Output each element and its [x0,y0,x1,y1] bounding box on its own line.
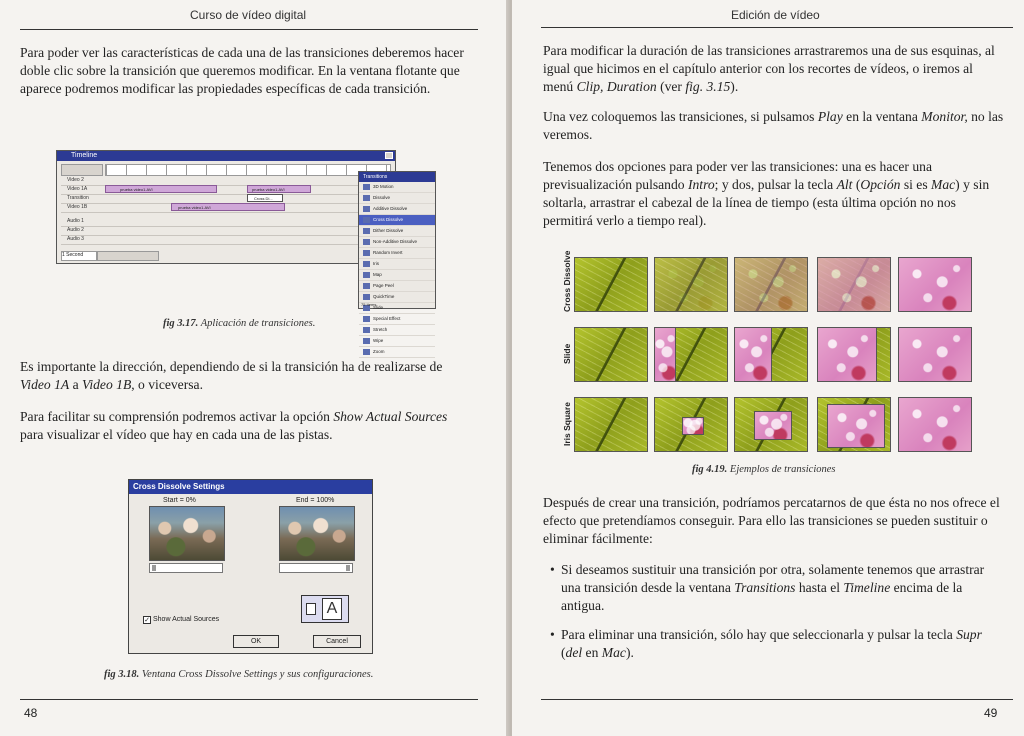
header-rule-right [541,27,1013,28]
page-number-left: 48 [24,706,38,720]
panel-footer: 75 Items [361,302,377,307]
transition-list-item[interactable]: Dither Dissolve [359,226,435,237]
transition-list-item[interactable]: Additive Dissolve [359,204,435,215]
caption-fig-3-17: fig 3.17. Aplicación de transiciones. [163,318,316,329]
timeline-zoom-controls[interactable] [97,251,159,261]
folder-icon [363,184,370,190]
ok-button[interactable]: OK [233,635,279,648]
paragraph-3-right: Tenemos dos opciones para poder ver las transiciones: una es hacer una previsualización pulsando Intro; y dos, pulsar la tecla Alt (Opción si es Mac) y sin soltarla, arrastrar el cabezal de la línea de tiempo (esta última opción no nos permitirá verlo a tiempo real). [543,159,990,228]
direction-toggle[interactable] [301,595,349,623]
folder-icon [363,217,370,223]
timecode-select[interactable]: 1 Second [61,251,97,261]
dialog-title: Cross Dissolve Settings [129,480,372,494]
folder-icon [363,294,370,300]
transition-list-item[interactable]: Cross Dissolve [359,215,435,226]
folder-icon [363,327,370,333]
time-ruler[interactable] [105,164,391,176]
transition-list-item[interactable]: Dissolve [359,193,435,204]
track-transition: Transition Cross Di... [61,194,391,204]
running-head-right: Edición de vídeo [731,8,820,22]
transition-list-item[interactable]: Page Peel [359,281,435,292]
track-audio-1: Audio 1 [61,217,391,227]
slide-frame-4 [817,327,891,382]
row-label-iris-square: Iris Square [562,402,572,446]
timeline-toolbox [61,164,103,176]
folder-icon [363,283,370,289]
transition-list-item[interactable]: Slide [359,303,435,314]
caption-fig-4-19: fig 4.19. Ejemplos de transiciones [692,464,836,475]
folder-icon [363,316,370,322]
footer-rule-right [541,699,1013,700]
bullet-glyph-1: • [550,562,555,577]
running-head-left: Curso de vídeo digital [190,8,307,22]
cross-dissolve-settings-dialog [128,479,373,654]
right-page [512,0,1024,736]
slide-frame-2 [654,327,728,382]
paragraph-3-left: Para facilitar su comprensión podremos activar la opción Show Actual Sources para visualizar el vídeo que hay en cada una de las pistas. [20,409,448,442]
row-label-cross-dissolve: Cross Dissolve [562,250,572,312]
end-label: End = 100% [296,497,335,504]
transition-list-item[interactable]: Zoom [359,347,435,358]
bullet-item-1: Si deseamos sustituir una transición por otra, solamente tenemos que arrastrar una transición desde la ventana Transitions hasta el Timeline encima de la antigua. [561,562,985,613]
track-audio-2: Audio 2 [61,226,391,236]
row-label-slide: Slide [562,343,572,364]
a-letter-icon: A [322,598,342,620]
transitions-list [359,182,435,358]
paragraph-1-left: Para poder ver las características de cada una de las transiciones deberemos hacer doble clic sobre la transición que queremos modificar. En la ventana flotante que aparece podremos modificar las propiedades específicas de cada transición. [20,45,464,96]
iris-square-frame-2 [654,397,728,452]
page-number-right: 49 [984,706,998,720]
close-icon[interactable] [385,152,393,159]
folder-icon [363,338,370,344]
iris-square-frame-1 [574,397,648,452]
folder-icon [363,195,370,201]
cross-dissolve-frame-1 [574,257,648,312]
slide-frame-1 [574,327,648,382]
track-audio-3: Audio 3 [61,235,391,245]
transition-list-item[interactable]: Iris [359,259,435,270]
iris-square-frame-4 [817,397,891,452]
start-label: Start = 0% [163,497,196,504]
show-actual-sources-label: Show Actual Sources [153,616,220,623]
transitions-titlebar: Transitions [359,172,435,182]
paragraph-2-left: Es importante la dirección, dependiendo de si la transición ha de realizarse de Video 1A a Video 1B, o viceversa. [20,359,443,392]
paragraph-1-right: Para modificar la duración de las transiciones arrastraremos una de sus esquinas, al igual que hicimos en el capítulo anterior con los recortes de vídeos, o iremos al menú Clip, Duration (ver fig. 3.15). [543,43,995,94]
transition-list-item[interactable]: Special Effect [359,314,435,325]
transition-list-item[interactable]: Stretch [359,325,435,336]
folder-icon [363,250,370,256]
cross-dissolve-frame-3 [734,257,808,312]
slide-frame-5 [898,327,972,382]
clip-video-1a[interactable]: prueba video1.AVI [105,185,217,193]
bullet-item-2: Para eliminar una transición, sólo hay que seleccionarla y pulsar la tecla Supr (del en Mac). [561,627,982,660]
folder-icon [363,349,370,355]
start-slider[interactable] [149,563,223,573]
caption-fig-3-18: fig 3.18. Ventana Cross Dissolve Settings y sus configuraciones. [104,669,374,680]
track-video-1a: Video 1A prueba video1.AVI prueba video1.AVI [61,185,391,195]
timeline-window [56,150,396,264]
transition-list-item[interactable]: QuickTime [359,292,435,303]
transition-list-item[interactable]: Wipe [359,336,435,347]
cross-dissolve-frame-5 [898,257,972,312]
end-preview-image [279,506,355,561]
paragraph-4-right: Después de crear una transición, podríamos percatarnos de que ésta no nos ofrece el efecto que pretendíamos conseguir. Para ello las transiciones se pueden sustituir o eliminar fácilmente: [543,495,1000,546]
bullet-glyph-2: • [550,627,555,642]
track-video-1b: Video 1B prueba video1.AVI [61,203,391,213]
clip-video-1a-2[interactable]: prueba video1.AVI [247,185,311,193]
cancel-button[interactable]: Cancel [313,635,361,648]
start-slider-knob[interactable] [152,565,156,571]
slide-frame-3 [734,327,808,382]
folder-icon [363,261,370,267]
transition-list-item[interactable]: 3D Motion [359,182,435,193]
transitions-panel [358,171,436,354]
timeline-title: Timeline [71,152,98,159]
folder-icon [363,206,370,212]
transition-list-item[interactable]: Random Invert [359,248,435,259]
paragraph-2-right: Una vez coloquemos las transiciones, si pulsamos Play en la ventana Monitor, no las veremos. [543,109,1004,142]
folder-icon [363,228,370,234]
cross-dissolve-frame-2 [654,257,728,312]
transition-list-item[interactable]: Map [359,270,435,281]
left-page [0,0,508,736]
show-actual-sources-checkbox[interactable]: ✓ [144,616,150,624]
transition-list-item[interactable]: Non-Additive Dissolve [359,237,435,248]
cross-dissolve-clip[interactable]: Cross Di... [247,194,283,202]
footer-rule-left [20,699,478,700]
folder-icon [363,272,370,278]
iris-square-frame-5 [898,397,972,452]
end-slider-knob[interactable] [346,565,350,571]
end-slider[interactable] [279,563,353,573]
track-video-2: Video 2 [61,176,391,186]
folder-icon [363,239,370,245]
cross-dissolve-frame-4 [817,257,891,312]
header-rule-left [20,29,478,30]
iris-square-frame-3 [734,397,808,452]
small-a-icon [306,603,316,615]
start-preview-image [149,506,225,561]
timeline-titlebar [57,151,395,161]
clip-video-1b[interactable]: prueba video1.AVI [171,203,285,211]
